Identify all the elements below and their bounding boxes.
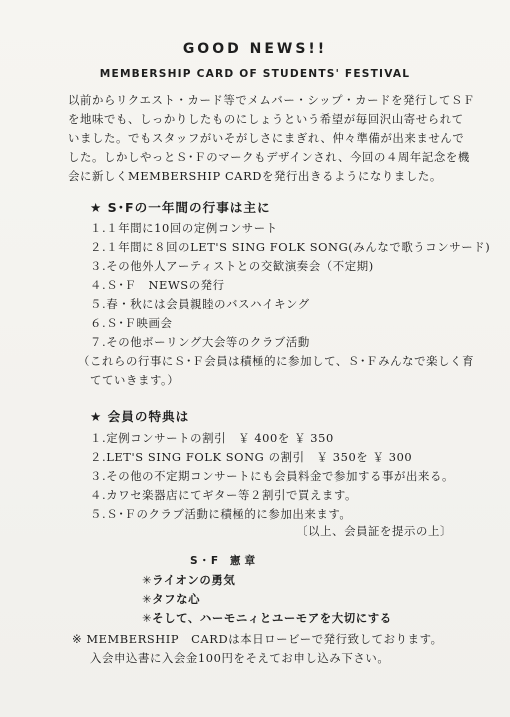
events-heading: ★ S･Fの一年間の行事は主に	[90, 200, 271, 215]
benefit-item: １.定例コンサートの割引 ￥ 400を ￥ 350	[90, 431, 334, 445]
emblem-title: S･F 憲章	[190, 555, 260, 567]
event-item: ６.Ｓ･Ｆ映画会	[90, 316, 173, 330]
intro-line-2: を地味でも、しっかりしたものにしょうという希望が毎回沢山寄せられて	[68, 112, 464, 126]
benefit-item: ２.LET'S SING FOLK SONG の割引 ￥ 350を ￥ 300	[90, 450, 413, 464]
event-item: ５.春・秋には会員親睦のバスハイキング	[90, 297, 310, 311]
benefits-heading: ★ 会員の特典は	[90, 409, 190, 424]
intro-line-1: 以前からリクエスト・カード等でメムバー・シップ・カードを発行してＳＦ	[68, 93, 475, 107]
benefits-note: 〔以上、会員証を提示の上〕	[296, 524, 452, 538]
footer-line-2: 入会申込書に入会金100円をそえてお申し込み下さい。	[90, 651, 390, 665]
events-note-line-1: （これらの行事にＳ･Ｆ会員は積極的に参加して、Ｓ･Ｆみんなで楽しく育	[78, 354, 475, 368]
intro-line-3: いました。でもスタッフがいそがしさにまぎれ、仲々準備が出来ませんで	[68, 131, 465, 145]
event-item: ３.その他外人アーティストとの交歓演奏会（不定期)	[90, 259, 374, 273]
intro-line-4: した。しかしやっとＳ･Ｆのマークもデザインされ、今回の４周年記念を機	[68, 150, 470, 164]
page-subtitle: MEMBERSHIP CARD OF STUDENTS' FESTIVAL	[99, 68, 411, 80]
event-item: ２.１年間に８回のLET'S SING FOLK SONG(みんなで歌うコンサード)	[90, 240, 491, 254]
page-title: GOOD NEWS!!	[182, 41, 328, 57]
intro-line-5: 会に新しくMEMBERSHIP CARDを発行出きるようになりました。	[68, 169, 442, 183]
benefit-item: ５.Ｓ･Ｆのクラブ活動に積極的に参加出来ます。	[90, 507, 352, 521]
footer-line-1: ※ MEMBERSHIP CARDは本日ロービーで発行致しております。	[72, 632, 443, 646]
emblem-item: ✳ライオンの勇気	[142, 573, 236, 587]
emblem-item: ✳そして、ハーモニィとユーモアを大切にする	[142, 611, 392, 625]
benefit-item: ４.カワセ楽器店にてギター等２割引で買えます。	[90, 488, 357, 502]
emblem-item: ✳タフな心	[142, 592, 201, 606]
benefit-item: ３.その他の不定期コンサートにも会員料金で参加する事が出来る。	[90, 469, 454, 483]
events-note-line-2: てていきます。）	[90, 373, 180, 387]
event-item: １.１年間に10回の定例コンサート	[90, 221, 278, 235]
event-item: ７.その他ボーリング大会等のクラブ活動	[90, 335, 310, 349]
event-item: ４.Ｓ･Ｆ NEWSの発行	[90, 278, 225, 292]
